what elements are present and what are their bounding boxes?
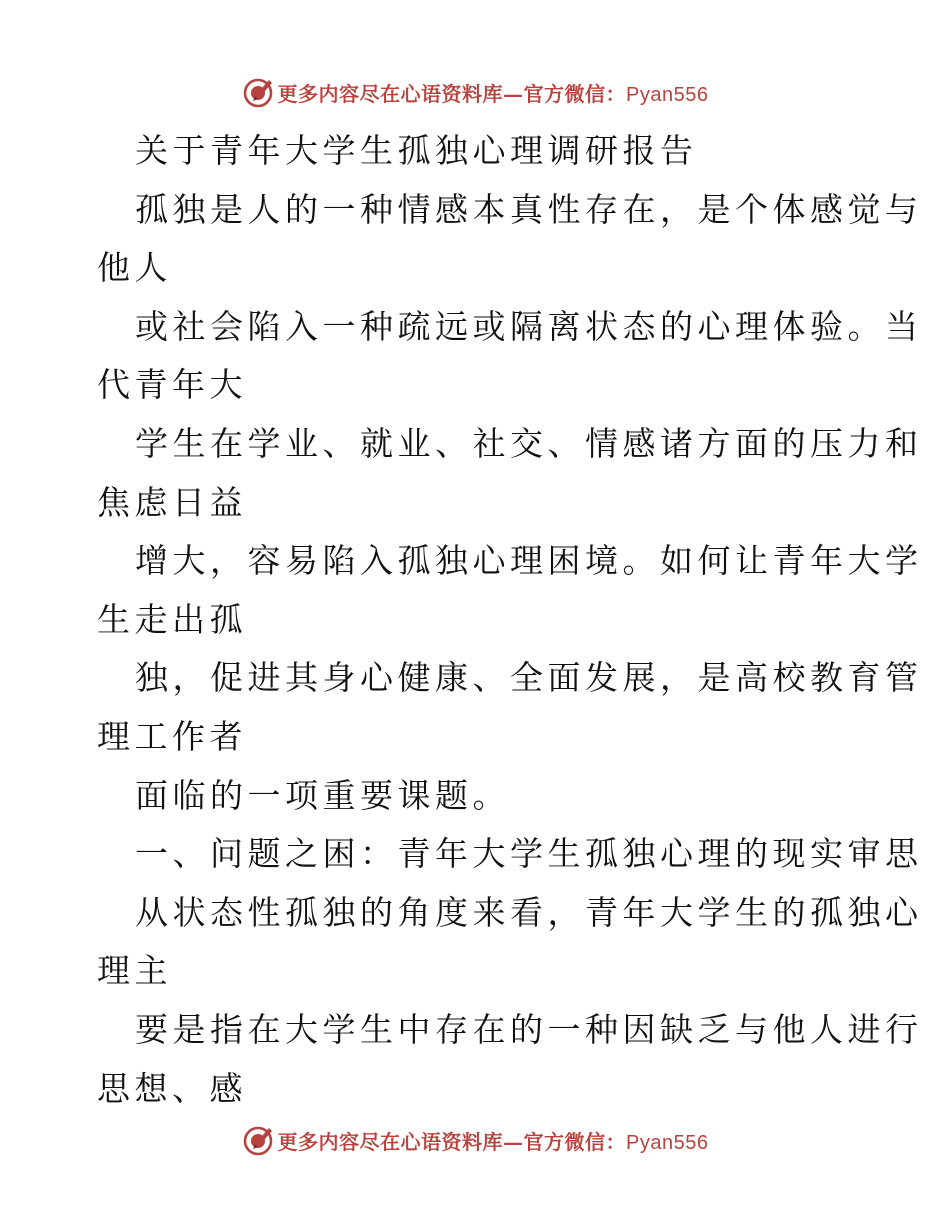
paragraph-line: 独，促进其身心健康、全面发展，是高校教育管	[135, 658, 923, 698]
paragraph-line: 增大，容易陷入孤独心理困境。如何让青年大学	[135, 541, 923, 581]
paragraph-line: 孤独是人的一种情感本真性存在，是个体感觉与	[135, 189, 923, 229]
paragraph-line: 理工作者	[97, 716, 247, 756]
footer-wechat-handle: Pyan556	[626, 1131, 709, 1154]
paragraph-line: 面临的一项重要课题。	[135, 775, 510, 815]
paragraph-line: 要是指在大学生中存在的一种因缺乏与他人进行	[135, 1009, 923, 1049]
pen-logo-icon	[242, 1124, 274, 1156]
footer-banner-text	[278, 1126, 709, 1155]
pen-logo-icon	[242, 76, 274, 108]
paragraph-line: 学生在学业、就业、社交、情感诸方面的压力和	[135, 423, 923, 463]
header-dash: —	[503, 81, 524, 106]
paragraph-line: 或社会陷入一种疏远或隔离状态的心理体验。当	[135, 306, 923, 346]
footer-banner	[0, 1120, 950, 1160]
paragraph-line: 他人	[97, 248, 172, 288]
footer-site-text: 更多内容尽在心语资料库	[277, 1129, 504, 1154]
paragraph-line: 焦虑日益	[97, 482, 247, 522]
header-banner	[0, 72, 950, 112]
header-wechat-label: 官方微信：	[523, 81, 627, 106]
paragraph-line: 代青年大	[97, 365, 247, 405]
paragraph-line: 生走出孤	[97, 599, 247, 639]
paragraph-line: 思想、感	[97, 1068, 247, 1108]
header-site-text: 更多内容尽在心语资料库	[277, 81, 504, 106]
header-banner-text	[278, 78, 709, 107]
paragraph-line: 理主	[97, 951, 172, 991]
section-heading: 一、问题之困：青年大学生孤独心理的现实审思	[135, 834, 923, 874]
document-title: 关于青年大学生孤独心理调研报告	[135, 131, 698, 170]
footer-wechat-label: 官方微信：	[523, 1129, 627, 1154]
paragraph-line: 从状态性孤独的角度来看，青年大学生的孤独心	[135, 892, 923, 932]
header-wechat-handle: Pyan556	[626, 83, 709, 106]
footer-dash: —	[503, 1129, 524, 1154]
document-body	[97, 122, 923, 1118]
